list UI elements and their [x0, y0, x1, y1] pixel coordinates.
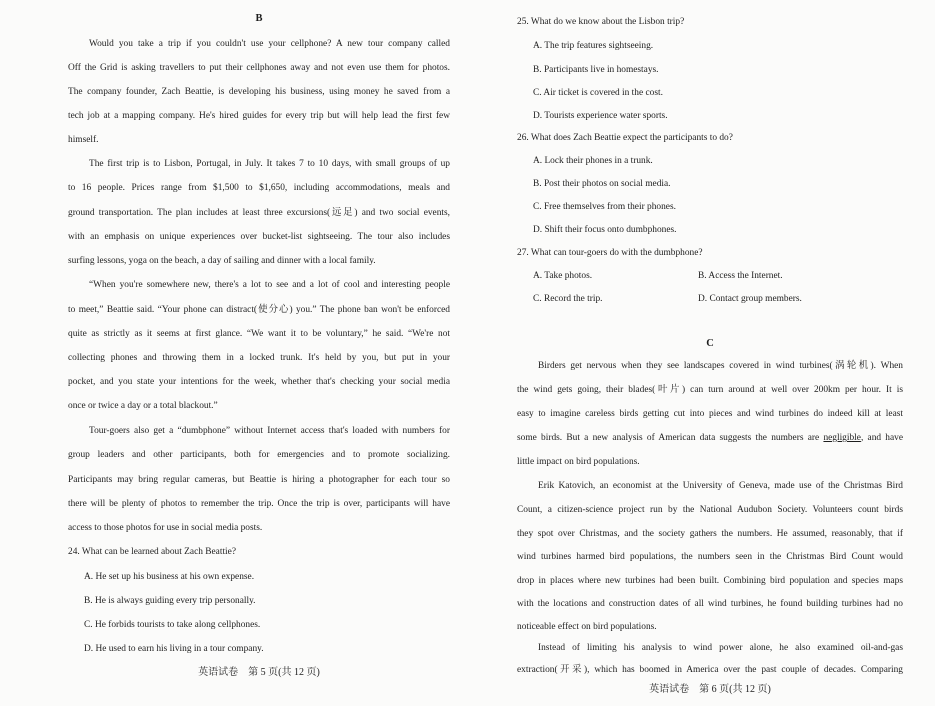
- answer-option[interactable]: D. Contact group members.: [698, 294, 802, 304]
- text-line: easy to imagine careless birds getting cut into pieces and wind turbines do indeed kill at least: [517, 409, 903, 419]
- answer-option[interactable]: A. Take photos.: [533, 271, 593, 281]
- section-heading-b: B: [255, 13, 263, 24]
- text-line: Off the Grid is asking travellers to put their cellphones away and not even use them for photos.: [68, 63, 450, 73]
- underlined-word: negligible: [823, 433, 861, 443]
- page-footer: 英语试卷 第 6 页(共 12 页): [649, 684, 771, 695]
- answer-option[interactable]: D. He used to earn his living in a tour company.: [84, 644, 264, 654]
- text-line: once or twice a day or a total blackout.”: [68, 401, 218, 411]
- text-line: Tour-goers also get a “dumbphone” without Internet access that's loaded with numbers for: [89, 426, 450, 436]
- text-line: to meet,” Beattie said. “Your phone can distract(使分心) you.” The phone ban won't be enforced: [68, 305, 450, 315]
- answer-option[interactable]: C. Free themselves from their phones.: [533, 202, 676, 212]
- text-line: collecting phones and throwing them in a locked trunk. It's held by you, but put in your: [68, 353, 450, 363]
- answer-option[interactable]: D. Tourists experience water sports.: [533, 111, 668, 121]
- answer-option[interactable]: A. He set up his business at his own expense.: [84, 572, 255, 582]
- text-line: pocket, and you state your intentions for the week, whether that's checking your social media: [68, 377, 450, 387]
- text-line: group leaders and other participants, both for emergencies and to promote socializing.: [68, 450, 450, 460]
- text-line: ground transportation. The plan includes at least three excursions(远足) and two social events,: [68, 208, 450, 218]
- question-stem: 27. What can tour-goers do with the dumbphone?: [517, 248, 703, 258]
- answer-option[interactable]: A. The trip features sightseeing.: [533, 41, 654, 51]
- section-heading-c: C: [706, 338, 714, 349]
- text-line: himself.: [68, 135, 99, 145]
- text-line: with an emphasis on unique experiences over bucket-list sightseeing. The tour also includes: [68, 232, 450, 242]
- text-segment: , and have: [860, 433, 904, 443]
- text-line: drop in places where new turbines had been built. Combining bird population and species maps: [517, 576, 903, 586]
- answer-option[interactable]: B. Participants live in homestays.: [533, 65, 659, 75]
- text-line: they spot over Christmas, and the society gathers the numbers. He assumed, reasonably, that if: [517, 529, 903, 539]
- question-stem: 25. What do we know about the Lisbon trip?: [517, 17, 685, 27]
- text-line: extraction(开采), which has boomed in America over the past couple of decades. Comparing: [517, 665, 903, 675]
- text-line: The first trip is to Lisbon, Portugal, in July. It takes 7 to 10 days, with small groups of up: [89, 159, 450, 169]
- text-line: “When you're somewhere new, there's a lot to see and a lot of cool and interesting people: [89, 280, 450, 290]
- text-segment: some birds. But a new analysis of American data suggests the numbers are: [517, 433, 820, 443]
- text-line: Instead of limiting his analysis to wind power alone, he also examined oil-and-gas: [538, 643, 903, 653]
- text-line: Would you take a trip if you couldn't use your cellphone? A new tour company called: [89, 39, 450, 49]
- text-line: tech job at a mapping company. He's hired guides for every trip but will help lead the first few: [68, 111, 450, 121]
- answer-option[interactable]: C. Air ticket is covered in the cost.: [533, 88, 663, 98]
- text-line: The company founder, Zach Beattie, is developing his business, using money he saved from a: [68, 87, 450, 97]
- text-line: there will be plenty of photos to remember the trip. Once the trip is over, participants will have: [68, 499, 450, 509]
- answer-option[interactable]: C. He forbids tourists to take along cellphones.: [84, 620, 261, 630]
- answer-option[interactable]: B. Post their photos on social media.: [533, 179, 671, 189]
- question-stem: 26. What does Zach Beattie expect the participants to do?: [517, 133, 733, 143]
- text-line: to 16 people. Prices range from $1,500 to $1,650, including accommodations, meals and: [68, 183, 450, 193]
- question-stem: 24. What can be learned about Zach Beattie?: [68, 547, 236, 557]
- text-line: access to those photos for use in social media posts.: [68, 523, 263, 533]
- text-line: with the locations and construction dates of all wind turbines, he found building turbines had no: [517, 599, 903, 609]
- text-line: wind turbines harmed bird populations, the numbers seen in the Christmas Bird Count would: [517, 552, 903, 562]
- answer-option[interactable]: B. He is always guiding every trip personally.: [84, 596, 256, 606]
- text-line: the wind gets going, their blades(叶片) can turn around at well over 200km per hour. It is: [517, 385, 903, 395]
- text-line: noticeable effect on bird populations.: [517, 622, 657, 632]
- text-line: quite as strictly as it seems at first glance. “We want it to be voluntary,” he said. “We're not: [68, 329, 450, 339]
- text-line: surfing lessons, yoga on the beach, a day of sailing and dinner with a local family.: [68, 256, 376, 266]
- text-line: Participants may bring regular cameras, but Beattie is hiring a photographer for each tour so: [68, 475, 450, 485]
- text-line: Erik Katovich, an economist at the University of Geneva, made use of the Christmas Bird: [538, 481, 903, 491]
- answer-option[interactable]: D. Shift their focus onto dumbphones.: [533, 225, 677, 235]
- text-line: Count, a citizen-science project run by the National Audubon Society. Volunteers count birds: [517, 505, 903, 515]
- text-line: Birders get nervous when they see landscapes covered in wind turbines(涡轮机). When: [538, 361, 903, 371]
- answer-option[interactable]: C. Record the trip.: [533, 294, 603, 304]
- answer-option[interactable]: B. Access the Internet.: [698, 271, 783, 281]
- page-footer: 英语试卷 第 5 页(共 12 页): [198, 667, 320, 678]
- text-line: [517, 432, 903, 444]
- text-line: little impact on bird populations.: [517, 457, 640, 467]
- answer-option[interactable]: A. Lock their phones in a trunk.: [533, 156, 653, 166]
